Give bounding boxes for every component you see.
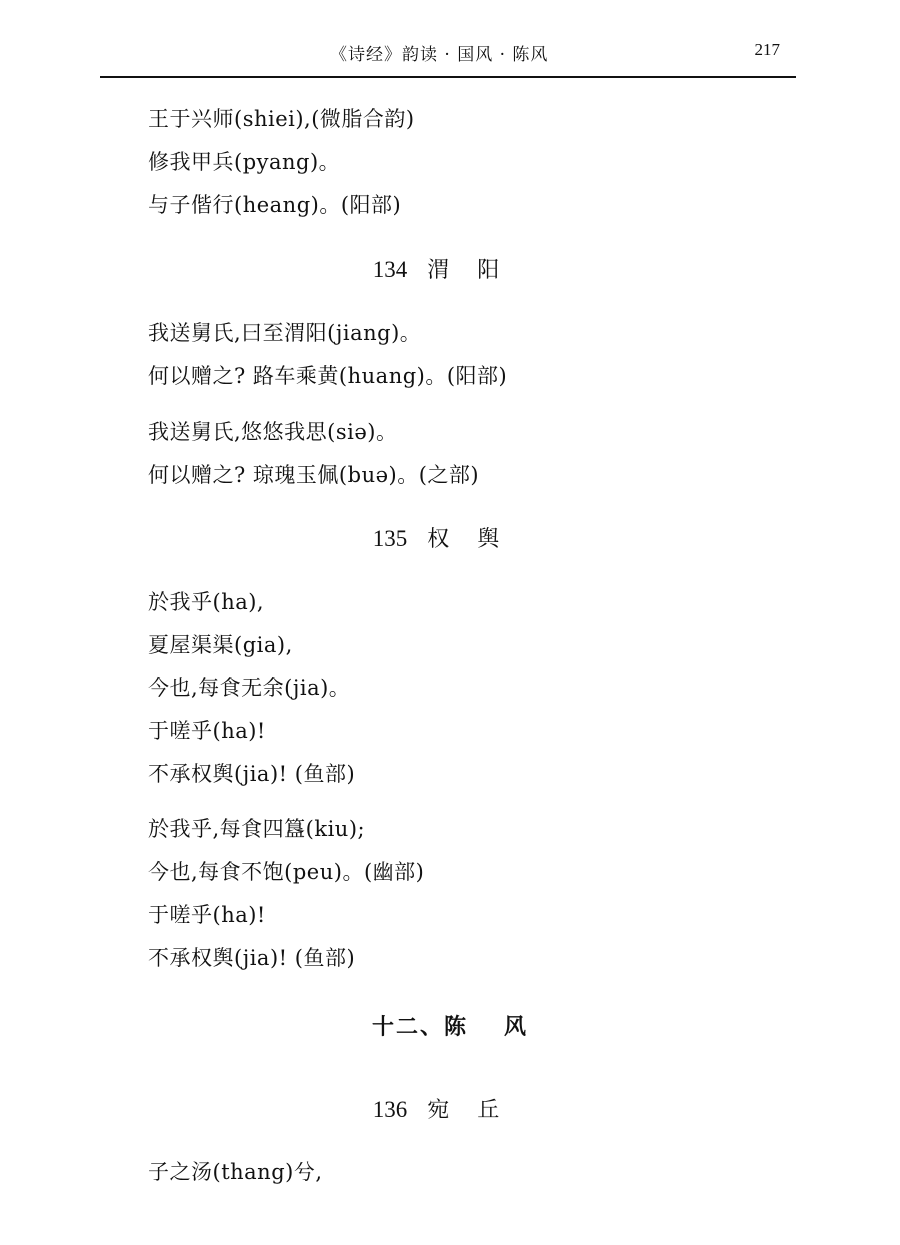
running-title: 《诗经》韵读 · 国风 · 陈风: [330, 45, 549, 65]
section-heading: [0, 1010, 900, 1041]
verse-line: 子之汤(thang)兮,: [148, 1160, 323, 1184]
verse-line: 于嗟乎(ha)!: [148, 903, 266, 927]
poem-title: 权舆: [427, 527, 528, 552]
poem-heading-134: [0, 253, 900, 284]
verse-line: 何以赠之? 路车乘黄(huang)。(阳部): [148, 364, 508, 388]
verse-line: 与子偕行(heang)。(阳部): [148, 193, 402, 217]
header-rule: [100, 76, 796, 78]
poem-number: 134: [372, 257, 408, 282]
verse-line: 何以赠之? 琼瑰玉佩(buə)。(之部): [148, 463, 480, 487]
section-heading-part: 十二、陈: [371, 1014, 468, 1040]
verse-line: 于嗟乎(ha)!: [148, 719, 266, 743]
section-heading-part: 风: [504, 1014, 529, 1040]
verse-line: 於我乎(ha),: [148, 590, 265, 614]
verse-line: 修我甲兵(pyang)。: [148, 150, 341, 174]
verse-line: 王于兴师(shiei),(微脂合韵): [148, 107, 415, 131]
verse-line: 我送舅氏,曰至渭阳(jiang)。: [148, 321, 422, 345]
poem-title: 渭阳: [427, 258, 528, 283]
poem-heading-135: [0, 522, 900, 553]
poem-number: 136: [372, 1097, 408, 1122]
verse-line: 於我乎,每食四簋(kiu);: [148, 817, 366, 841]
page-header: [100, 40, 796, 78]
poem-title: 宛丘: [427, 1098, 528, 1123]
verse-line: 我送舅氏,悠悠我思(siə)。: [148, 420, 398, 444]
poem-heading-136: [0, 1093, 900, 1124]
verse-line: 今也,每食不饱(peu)。(幽部): [148, 860, 425, 884]
verse-line: 夏屋渠渠(gia),: [148, 633, 293, 657]
verse-line: 不承权舆(jia)! (鱼部): [148, 762, 356, 786]
poem-number: 135: [372, 526, 408, 551]
verse-line: 今也,每食无余(jia)。: [148, 676, 351, 700]
verse-line: 不承权舆(jia)! (鱼部): [148, 946, 356, 970]
page-number: 217: [754, 40, 780, 59]
